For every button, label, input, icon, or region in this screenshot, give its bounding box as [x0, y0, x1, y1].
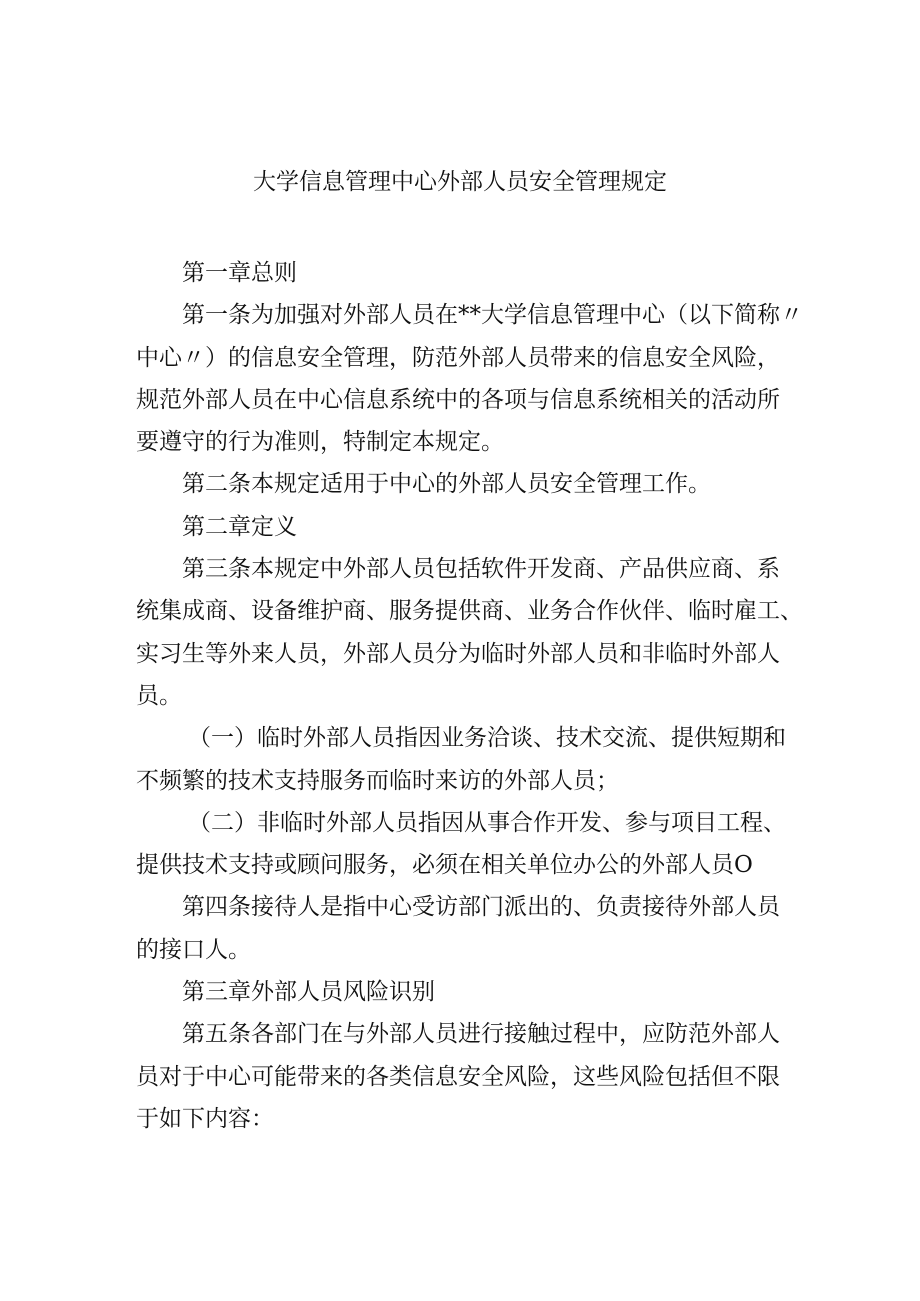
paragraph-line: 规范外部人员在中心信息系统中的各项与信息系统相关的活动所 — [136, 386, 780, 413]
list-item-line: 提供技术支持或顾问服务，必须在相关单位办公的外部人员O — [136, 852, 753, 879]
list-item-line: 不频繁的技术支持服务而临时来访的外部人员； — [136, 767, 619, 794]
paragraph-line: 中心〃）的信息安全管理，防范外部人员带来的信息安全风险， — [136, 344, 780, 371]
document-title: 大学信息管理中心外部人员安全管理规定 — [253, 169, 667, 195]
paragraph-line: 第一条为加强对外部人员在**大学信息管理中心（以下简称〃 — [182, 302, 803, 329]
chapter-heading: 第一章总则 — [182, 260, 297, 286]
paragraph-line: 于如下内容： — [136, 1105, 274, 1132]
paragraph-line: 统集成商、设备维护商、服务提供商、业务合作伙伴、临时雇工、 — [136, 598, 803, 625]
paragraph-line: 的接口人。 — [136, 936, 251, 963]
list-item-line: （二）非临时外部人员指因从事合作开发、参与项目工程、 — [188, 809, 786, 836]
paragraph-line: 第二条本规定适用于中心的外部人员安全管理工作。 — [182, 471, 711, 498]
paragraph-line: 第三条本规定中外部人员包括软件开发商、产品供应商、系 — [182, 556, 780, 583]
chapter-heading: 第三章外部人员风险识别 — [182, 979, 435, 1006]
paragraph-line: 第五条各部门在与外部人员进行接触过程中，应防范外部人 — [182, 1021, 780, 1048]
paragraph-line: 要遵守的行为准则，特制定本规定。 — [136, 429, 504, 456]
paragraph-line: 员。 — [136, 682, 182, 709]
paragraph-line: 实习生等外来人员，外部人员分为临时外部人员和非临时外部人 — [136, 640, 780, 667]
chapter-heading: 第二章定义 — [182, 513, 297, 540]
document-body — [136, 252, 808, 1140]
paragraph-line: 员对于中心可能带来的各类信息安全风险，这些风险包括但不限 — [136, 1063, 780, 1090]
paragraph-line: 第四条接待人是指中心受访部门派出的、负责接待外部人员 — [182, 894, 780, 921]
list-item-line: （一）临时外部人员指因业务洽谈、技术交流、提供短期和 — [188, 725, 786, 752]
